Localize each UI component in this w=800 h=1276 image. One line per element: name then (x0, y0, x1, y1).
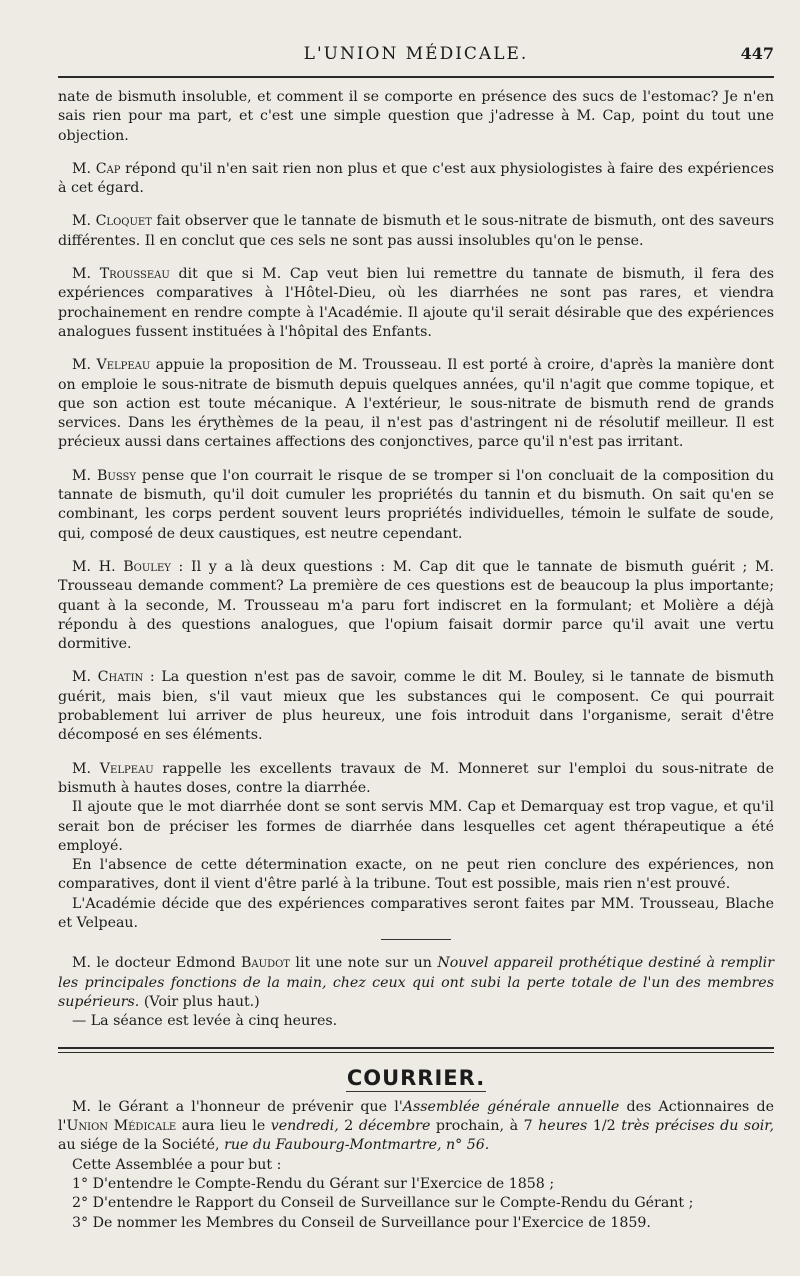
paragraph-text: répond qu'il n'en sait rien non plus et que c'est aux physiologistes à faire des expériences à cet égard. (58, 160, 775, 197)
speaker-name: M. H. Bouley (72, 558, 171, 575)
paragraph-text: rappelle les excellents travaux de M. Monneret sur l'emploi du sous-nitrate de bismuth à hautes doses, contre la diarrhée. (58, 760, 774, 796)
speaker-name: M. Bussy (72, 467, 136, 484)
section-title: COURRIER. (346, 1066, 486, 1091)
paragraph-text: pense que l'on courrait le risque de se tromper si l'on concluait de la composition du tannate de bismuth, qu'il doit cumuler les propriétés du tannin et du bismuth. On sait qu'en se combinant, les corps perdent souvent leurs propriétés individuelles, témoin le sulfate de soude, qui, composé de deux caustiques, est neutre cependant. (58, 467, 774, 542)
speaker-name: M. Velpeau (72, 357, 151, 374)
paragraph-text: (Voir plus haut.) (139, 993, 260, 1010)
running-head (58, 44, 774, 68)
agenda-item: 3° De nommer les Membres du Conseil de Surveillance pour l'Exercice de 1859. (72, 1214, 651, 1231)
italic-text: décembre (358, 1118, 431, 1135)
section-divider (58, 1047, 774, 1053)
paragraph-5 (58, 356, 774, 452)
text: M. le Gérant a l'honneur de prévenir que l' (72, 1098, 403, 1115)
note-title: Nouvel appareil prothétique destiné à remplir les principales fonctions de la main, chez ceux qui ont subi la perte totale de l'un des membres supérieurs. (58, 955, 775, 1010)
paragraph-4 (58, 265, 774, 342)
speaker-name: M. Chatin (72, 669, 144, 686)
text: des Actionnaires de l' (58, 1098, 775, 1135)
paragraph-10: Il ajoute que le mot diarrhée dont se sont servis MM. Cap et Demarquay est trop vague, et qu'il serait bon de préciser les formes de diarrhée dans lesquelles cet agent thérapeutique a été employé. (58, 799, 774, 854)
agenda-list (58, 1175, 774, 1233)
paragraph-7 (58, 558, 774, 654)
speaker-name: M. Velpeau (72, 760, 154, 777)
speaker-name: M. Trousseau (72, 266, 170, 283)
paragraph-12: L'Académie décide que des expériences comparatives seront faites par MM. Trousseau, Blache et Velpeau. (58, 895, 774, 931)
paragraph-2 (58, 160, 774, 199)
italic-text: heures (538, 1118, 588, 1135)
paragraph-8 (58, 668, 774, 745)
paragraph-13 (58, 954, 774, 1012)
journal-title: L'UNION MÉDICALE. (303, 44, 529, 64)
paragraph-text: lit une note sur un (289, 955, 438, 972)
text: 1/2 (587, 1118, 622, 1135)
speaker-name: Baudot (241, 955, 290, 972)
text: prochain, à 7 (430, 1118, 539, 1135)
paragraph-9 (58, 760, 774, 799)
courrier-paragraph-2: Cette Assemblée a pour but : (72, 1156, 282, 1173)
paragraph-text: dit que si M. Cap veut bien lui remettre du tannate de bismuth, il fera des expériences comparatives à l'Hôtel-Dieu, où les diarrhées ne sont pas rares, et viendra prochainement en rendre compte à l'Académie. Il ajoute qu'il serait désirable que des expériences analogues fussent instituées à l'hôpital des Enfants. (58, 266, 774, 340)
article-body (58, 88, 774, 1233)
paragraph-6 (58, 467, 774, 544)
paragraph-text: fait observer que le tannate de bismuth et le sous-nitrate de bismuth, ont des saveurs différentes. Il en conclut que ces sels ne sont pas aussi insolubles qu'on le pense. (58, 213, 774, 249)
paragraph-14: — La séance est levée à cinq heures. (72, 1013, 338, 1030)
speaker-name: M. Cloquet (72, 213, 152, 230)
journal-name: Union Médicale (66, 1118, 177, 1135)
italic-text: vendredi, (270, 1118, 339, 1135)
header-rule (58, 76, 774, 78)
agenda-item: 1° D'entendre le Compte-Rendu du Gérant sur l'Exercice de 1858 ; (72, 1175, 555, 1192)
text: au siége de la Société, (58, 1137, 225, 1154)
paragraph-text: : La question n'est pas de savoir, comme le dit M. Bouley, si le tannate de bismuth guérit, mais bien, s'il vaut mieux que les substances qui le composent. Ce qui pourrait probablement lui arriver de plus heureux, une fois introduit dans l'organisme, serait d'être décomposé en ses éléments. (58, 669, 775, 744)
paragraph-text: : Il y a là deux questions : M. Cap dit que le tannate de bismuth guérit ; M. Trousseau demande comment? La première de ces questions est de beaucoup la plus importante; quant à la seconde, M. Trousseau m'a paru fort indiscret en la formulant; et Molière a déjà répondu à des questions analogues, que l'opium faisait dormir parce qu'il avait une vertu dormitive. (58, 558, 774, 653)
courrier-paragraph-1 (58, 1098, 774, 1156)
paragraph-1: nate de bismuth insoluble, et comment il se comporte en présence des sucs de l'estomac? Je n'en sais rien pour ma part, et c'est une simple question que j'adresse à M. Cap, point du tout une objection. (58, 89, 774, 144)
paragraph-11: En l'absence de cette détermination exacte, on ne peut rien conclure des expériences, non comparatives, dont il vient d'être parlé à la tribune. Tout est possible, mais rien n'est prouvé. (58, 857, 774, 893)
paragraph-text: appuie la proposition de M. Trousseau. Il est porté à croire, d'après la manière dont on emploie le sous-nitrate de bismuth depuis quelques années, qu'il n'agit que comme topique, et que son action est toute mécanique. A l'extérieur, le sous-nitrate de bismuth rend de grands services. Dans les érythèmes de la peau, il n'est pas d'astringent ni de résolutif meilleur. Il est précieux aussi dans certaines affections des conjonctives, parce qu'il n'est pas irritant. (58, 357, 774, 451)
italic-text: très précises du soir, (621, 1118, 775, 1135)
paragraph-3 (58, 212, 774, 251)
speaker-name: M. Cap (72, 160, 121, 177)
italic-text: rue du Faubourg-Montmartre, n° 56. (224, 1137, 490, 1154)
italic-text: Assemblée générale annuelle (402, 1098, 620, 1115)
paragraph-text: M. le docteur Edmond (72, 955, 241, 972)
page-number: 447 (740, 44, 774, 63)
text: 2 (338, 1118, 359, 1135)
agenda-item: 2° D'entendre le Rapport du Conseil de Surveillance sur le Compte-Rendu du Gérant ; (72, 1195, 694, 1212)
text: aura lieu le (176, 1118, 271, 1135)
